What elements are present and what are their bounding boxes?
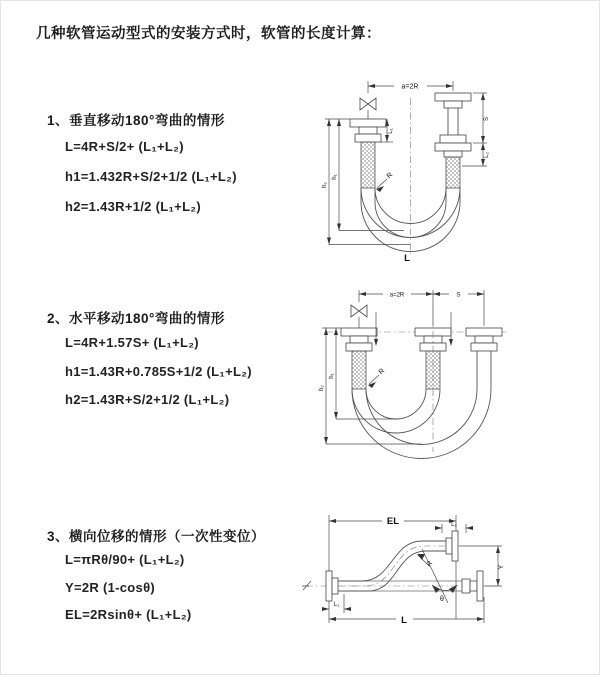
dim-label-el: EL [386,516,400,527]
dim-label-a2r: a=2R [401,83,419,91]
formula-h1-2: h1=1.43R+0.785S+1/2 (L₁+L₂) [65,364,252,379]
dimension-a2r-s [359,290,484,326]
dim-label-s: S [484,116,490,122]
dim-label-l-length: L [401,615,407,626]
formula-y-3: Y=2R (1-cosθ) [65,580,156,595]
section-2-heading: 2、水平移动180°弯曲的情形 [47,311,225,326]
formula-h2-1: h2=1.43R+1/2 (L₁+L₂) [65,199,202,214]
dim-label-l2: L₂ [484,152,490,158]
dim-label-s: S [456,292,461,299]
radius-leader [368,368,386,388]
dim-label-h2: h₂ [319,385,325,391]
formula-l-3: L=πRθ/90+ (L₁+L₂) [65,552,185,567]
dimension-a2r [368,81,453,93]
dim-label-h1: h₁ [332,174,338,180]
dim-label-l2: L₂ [451,522,457,528]
right-hose-fitting [435,93,471,188]
formula-l-2: L=4R+1.57S+ (L₁+L₂) [65,335,199,350]
diagram-vertical-u-bend [301,73,516,263]
dim-label-a2r: a=2R [389,292,405,299]
left-flange [326,571,338,601]
section-1-heading: 1、垂直移动180°弯曲的情形 [47,113,225,128]
dimension-s-l2 [462,93,490,166]
dim-label-h2: h₂ [322,182,328,188]
section-3-heading: 3、横向位移的情形（一次性变位） [47,529,266,544]
page-title: 几种软管运动型式的安装方式时，软管的长度计算： [36,26,381,42]
formula-el-3: EL=2Rsinθ+ (L₁+L₂) [65,607,192,622]
formula-l-1: L=4R+S/2+ (L₁+L₂) [65,139,184,154]
dim-label-y: Y [498,564,505,570]
valve-icon [360,98,376,119]
upper-right-flange [446,531,458,561]
dim-label-r: R [385,171,395,181]
dim-label-r: R [377,367,387,377]
dim-label-r: R [425,559,435,569]
dim-label-h1: h₁ [329,373,335,379]
left-hose-fitting [350,119,386,188]
dim-label-theta: θ [440,596,444,603]
right-hose-fitting [466,328,502,389]
radius-leader [376,172,394,192]
dimension-l [329,597,484,626]
dim-label-l-length: L [404,253,410,264]
diagram-lateral-s-bend [296,501,511,656]
left-hose-fitting [341,328,377,389]
formula-h2-2: h2=1.43R+S/2+1/2 (L₁+L₂) [65,392,230,407]
dim-label-l1: L₁ [388,128,394,134]
radius-and-angle [417,549,457,603]
formula-h1-1: h1=1.432R+S/2+1/2 (L₁+L₂) [65,169,237,184]
valve-icon [351,305,367,328]
dim-label-l1: L₁ [333,602,340,608]
diagram-horizontal-u-bend [301,284,516,464]
